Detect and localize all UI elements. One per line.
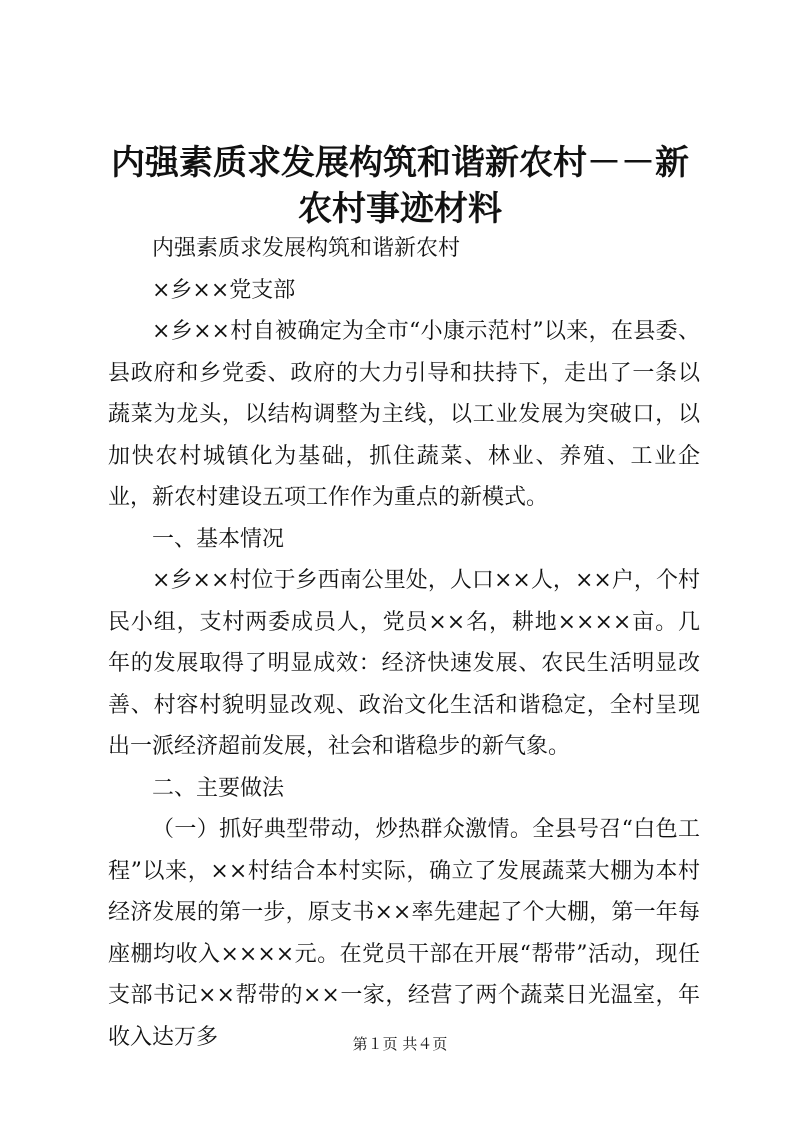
document-title: 内强素质求发展构筑和谐新农村－－新农村事迹材料 <box>111 143 689 229</box>
document-body <box>108 228 700 1058</box>
body-paragraph: ×乡××村自被确定为全市“小康示范村”以来，在县委、县政府和乡党委、政府的大力引导和扶持下，走出了一条以蔬菜为龙头，以结构调整为主线，以工业发展为突破口，以加快农村城镇化为基础，抓住蔬菜、林业、养殖、工业企业，新农村建设五项工作作为重点的新模式。 <box>108 319 700 510</box>
body-paragraph: ×乡××村位于乡西南公里处，人口××人，××户，个村民小组，支村两委成员人，党员××名，耕地××××亩。几年的发展取得了明显成效：经济快速发展、农民生活明显改善、村容村貌明显改观、政治文化生活和谐稳定，全村呈现出一派经济超前发展，社会和谐稳步的新气象。 <box>108 568 700 759</box>
subtitle-paragraph: 内强素质求发展构筑和谐新农村 <box>152 236 461 261</box>
page-footer: 第１页 共４页 <box>352 1035 448 1053</box>
section-heading: 二、主要做法 <box>152 775 285 801</box>
section-heading: 一、基本情况 <box>152 526 285 552</box>
author-paragraph: ×乡××党支部 <box>152 277 296 303</box>
body-paragraph: （一）抓好典型带动，炒热群众激情。全县号召“白色工程”以来，××村结合本村实际，确立了发展蔬菜大棚为本村经济发展的第一步，原支书××率先建起了个大棚，第一年每座棚均收入××××元。在党员干部在开展“帮带”活动，现任支部书记××帮带的××一家，经营了两个蔬菜日光温室，年收入达万多 <box>108 817 700 1050</box>
